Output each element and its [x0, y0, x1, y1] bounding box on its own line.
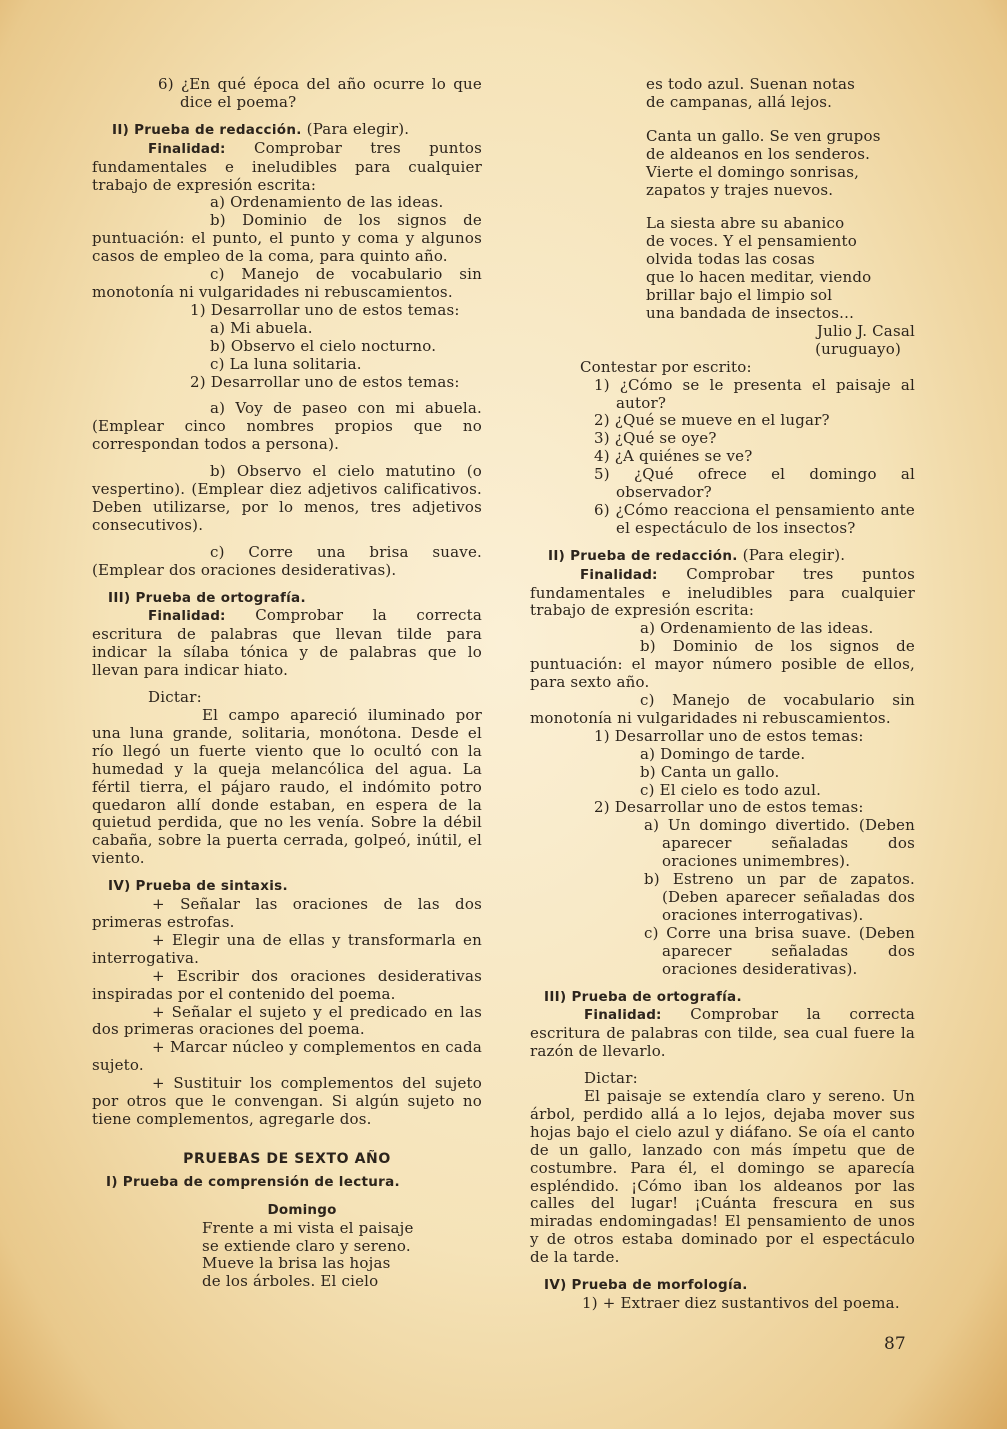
finalidad-6-text: Comprobar tres puntos fundamentales e ineludibles para cualquier trabajo de expresión escrita: [530, 564, 915, 620]
develop-1b: b) Observo el cielo nocturno. [210, 336, 437, 355]
heading-morfologia-label: IV) Prueba de morfología. [544, 1277, 748, 1294]
develop-6-2: 2) Desarrollar uno de estos temas: [594, 798, 864, 817]
develop-6-1c: c) El cielo es todo azul. [640, 780, 822, 799]
finalidad-ortografia-6 [530, 1006, 915, 1061]
poem-line-16: una bandada de insectos... [646, 303, 855, 322]
item-a: a) Ordenamiento de las ideas. [210, 193, 444, 212]
heading-comprension [92, 1173, 482, 1192]
develop-6-2c: c) Corre una brisa suave. (Deben aparecer señaladas dos oraciones desiderativas). [644, 923, 915, 978]
heading-ortografia-6 [530, 988, 915, 1007]
heading-sintaxis [92, 877, 482, 896]
develop-1: 1) Desarrollar uno de estos temas: [190, 300, 460, 319]
question-r3: 3) ¿Qué se oye? [594, 429, 717, 448]
develop-1c: c) La luna solitaria. [210, 354, 362, 373]
develop-6-1b: b) Canta un gallo. [640, 762, 780, 781]
item-b: b) Dominio de los signos de puntuación: el punto, el punto y coma y algunos casos de empleo de la coma, para quinto año. [92, 211, 482, 266]
syntax-1: + Señalar las oraciones de las dos primeras estrofas. [92, 895, 482, 931]
finalidad-paragraph [92, 140, 482, 195]
syntax-5: + Marcar núcleo y complementos en cada sujeto. [92, 1038, 482, 1075]
poem-line-1: Frente a mi vista el paisaje [202, 1218, 414, 1237]
page-number: 87 [884, 1334, 906, 1354]
heading-ortografia [92, 589, 482, 608]
heading-redaccion-6-tail: (Para elegir). [742, 545, 846, 564]
syntax-4: + Señalar el sujeto y el predicado en las dos primeras oraciones del poema. [92, 1002, 482, 1039]
heading-comprension-label: I) Prueba de comprensión de lectura. [106, 1173, 400, 1190]
dictation-text: El campo apareció iluminado por una luna grande, solitaria, monótona. Desde el río llegó un fuerte viento que lo ocultó con la humedad y la queja melancólica del agua. La fértil tierra, el pájaro raudo, el indómito potro quedaron allí donde estaban, en espera de la quietud perdida, que no les venía. Sobre la débil cabaña, sobre la puerta cerrada, golpeó, inútil, el viento. [92, 706, 482, 868]
poem-line-15: brillar bajo el limpio sol [646, 286, 833, 305]
dictar-label: Dictar: [148, 688, 202, 707]
poem-author-origin: (uruguayo) [815, 339, 901, 358]
poem-line-9: Vierte el domingo sonrisas, [646, 162, 860, 181]
poem-line-14: que lo hacen meditar, viendo [646, 268, 872, 287]
morphology-1: 1) + Extraer diez sustantivos del poema. [582, 1294, 900, 1312]
develop-6-2b: b) Estreno un par de zapatos. (Deben aparecer señaladas dos oraciones interrogativas). [644, 870, 915, 924]
develop-1a: a) Mi abuela. [210, 318, 313, 337]
poem-title-label: Domingo [267, 1201, 337, 1218]
poem-line-11: La siesta abre su abanico [646, 214, 845, 233]
dictation-text-6: El paisaje se extendía claro y sereno. Un árbol, perdido allá a lo lejos, dejaba mover sus hojas bajo el cielo azul y diáfano. Se oía el canto de un gallo, lanzado con más ímpetu que de costumbre. Para él, el domingo se aparecía espléndido. ¡Cómo iban los aldeanos por las calles del lugar! ¡Cuánta frescura en sus miradas endomingadas! El pensamiento de unos y de otros estaba dominado por el espectáculo de la tarde. [530, 1087, 915, 1267]
finalidad-ortografia-6-text: Comprobar la correcta escritura de palabras con tilde, sea cual fuere la razón de llevarlo. [530, 1005, 916, 1061]
item-c: c) Manejo de vocabulario sin monotonía ni vulgaridades ni rebuscamientos. [92, 265, 482, 301]
question-r1: 1) ¿Cómo se le presenta el paisaje al autor? [594, 375, 915, 412]
heading-ortografia-label: III) Prueba de ortografía. [108, 589, 306, 606]
poem-line-7: Canta un gallo. Se ven grupos [646, 126, 881, 145]
poem-line-10: zapatos y trajes nuevos. [646, 180, 834, 199]
syntax-2: + Elegir una de ellas y transformarla en interrogativa. [92, 930, 482, 967]
question-6: 6) ¿En qué época del año ocurre lo que dice el poema? [158, 75, 482, 111]
heading-ortografia-6-label: III) Prueba de ortografía. [544, 988, 742, 1005]
question-r6: 6) ¿Cómo reacciona el pensamiento ante el espectáculo de los insectos? [594, 500, 915, 537]
finalidad-ortografia-label: Finalidad: [148, 608, 226, 625]
poem-line-2: se extiende claro y sereno. [202, 1236, 411, 1255]
develop-6-2a: a) Un domingo divertido. (Deben aparecer señaladas dos oraciones unimembres). [644, 816, 915, 871]
question-r5: 5) ¿Qué ofrece el domingo al observador? [594, 465, 915, 502]
finalidad-ortografia-text: Comprobar la correcta escritura de palabras que llevan tilde para indicar la sílaba tónica y de palabras que lo llevan para indicar hiato. [92, 606, 483, 680]
item-6b: b) Dominio de los signos de puntuación: el mayor número posible de ellos, para sexto año. [530, 637, 915, 692]
syntax-3: + Escribir dos oraciones desiderativas inspiradas por el contenido del poema. [92, 966, 482, 1003]
item-6a: a) Ordenamiento de las ideas. [640, 619, 874, 638]
develop-6-1a: a) Domingo de tarde. [640, 744, 806, 763]
poem-line-5: es todo azul. Suenan notas [646, 75, 856, 93]
finalidad-text: Comprobar tres puntos fundamentales e ineludibles para cualquier trabajo de expresión escrita: [92, 138, 482, 194]
dictar-label-6: Dictar: [584, 1069, 638, 1088]
finalidad-ortografia-6-label: Finalidad: [584, 1007, 662, 1024]
heading-morfologia [530, 1276, 915, 1295]
poem-author: Julio J. Casal [816, 321, 915, 340]
finalidad-6-label: Finalidad: [580, 566, 658, 583]
poem-line-3: Mueve la brisa las hojas [202, 1254, 391, 1273]
poem-line-13: olvida todas las cosas [646, 250, 815, 269]
finalidad-6 [530, 566, 915, 621]
contestar-label: Contestar por escrito: [580, 357, 752, 376]
poem-line-4: de los árboles. El cielo [202, 1272, 379, 1291]
left-column [92, 76, 482, 1291]
poem-line-6: de campanas, allá lejos. [646, 92, 833, 111]
develop-2a: a) Voy de paseo con mi abuela. (Emplear cinco nombres propios que no correspondan todos a persona). [92, 399, 482, 454]
poem-title [92, 1201, 482, 1220]
question-r4: 4) ¿A quiénes se ve? [594, 447, 753, 466]
heading-sintaxis-label: IV) Prueba de sintaxis. [108, 878, 288, 895]
heading-redaccion-tail: (Para elegir). [306, 119, 410, 138]
poem-line-12: de voces. Y el pensamiento [646, 232, 857, 251]
syntax-6: + Sustituir los complementos del sujeto por otros que le convengan. Si algún sujeto no tiene complementos, agregarle dos. [92, 1074, 482, 1128]
heading-redaccion-6 [530, 547, 915, 566]
develop-2b: b) Observo el cielo matutino (o vespertino). (Emplear diez adjetivos calificativos. Deben utilizarse, por lo menos, tres adjetivos consecutivos). [92, 462, 482, 534]
develop-2: 2) Desarrollar uno de estos temas: [190, 372, 460, 391]
heading-redaccion-label: II) Prueba de redacción. [112, 121, 302, 138]
poem-line-8: de aldeanos en los senderos. [646, 144, 871, 163]
develop-2c: c) Corre una brisa suave. (Emplear dos oraciones desiderativas). [92, 542, 482, 579]
heading-redaccion-6-label: II) Prueba de redacción. [548, 547, 738, 564]
right-column [530, 76, 915, 1313]
heading-redaccion [92, 121, 482, 140]
item-6c: c) Manejo de vocabulario sin monotonía ni vulgaridades ni rebuscamientos. [530, 691, 915, 727]
finalidad-label: Finalidad: [148, 140, 226, 157]
section-title: PRUEBAS DE SEXTO AÑO [183, 1150, 391, 1167]
question-r2: 2) ¿Qué se mueve en el lugar? [594, 411, 830, 430]
finalidad-ortografia [92, 607, 482, 680]
develop-6-1: 1) Desarrollar uno de estos temas: [594, 726, 864, 745]
